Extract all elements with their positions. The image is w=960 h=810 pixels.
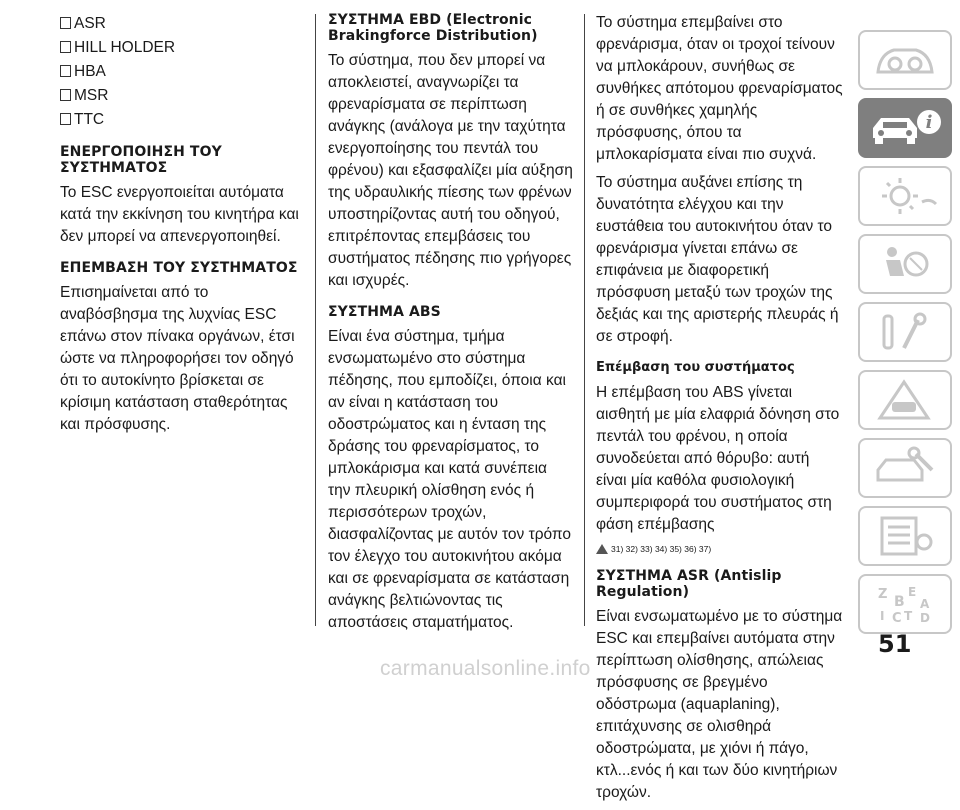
ebd-heading: ΣΥΣΤΗΜΑ EBD (Electronic Brakingforce Distribution) (328, 12, 538, 44)
abs-continued-text-1: Το σύστημα επεμβαίνει στο φρενάρισμα, όταν οι τροχοί τείνουν να μπλοκάρουν, συνήθως σε συνθήκες απότομου φρεναρίσματος ή σε συνθήκες χαμηλής πρόσφυσης, όπου τα μπλοκαρίσματα είναι πιο συχνά. (596, 14, 843, 163)
maintenance-icon (870, 446, 940, 490)
abs-intervention-text: Η επέμβαση του ABS γίνεται αισθητή με μία ελαφριά δόνηση στο πεντάλ του φρένου, η οποία συνοδεύεται από θόρυβο: αυτή είναι μία καθόλα φυσιολογική συμπεριφορά του συστήματος στη φάση επέμβασης (596, 384, 840, 533)
svg-text:T: T (904, 609, 913, 623)
svg-text:A: A (920, 597, 930, 611)
svg-text:C: C (892, 611, 902, 626)
checklist-item: MSR (60, 84, 300, 108)
checkbox-icon (60, 65, 71, 77)
activation-text: Το ESC ενεργοποιείται αυτόματα κατά την εκκίνηση του κινητήρα και δεν μπορεί να απενεργοποιηθεί. (60, 184, 299, 245)
tab-emergency[interactable] (858, 370, 952, 430)
asr-text: Είναι ενσωματωμένο με το σύστημα ESC και επεμβαίνει αυτόματα στην περίπτωση ολίσθησης, απώλειας πρόσφυσης σε βρεγμένο οδόστρωμα (aquaplaning), επιτάχυνσης σε ολισθηρά οδοστρώματα, με χιόνι ή πάγο, κτλ...ενός ή και των δύο κινητήριων τροχών. (596, 608, 843, 801)
intervention-heading: ΕΠΕΜΒΑΣΗ ΤΟΥ ΣΥΣΤΗΜΑΤΟΣ (60, 260, 298, 276)
intervention-text: Επισημαίνεται από το αναβόσβησμα της λυχνίας ESC επάνω στον πίνακα οργάνων, έτσι ώστε να πληροφορήσει τον οδηγό ότι το αυτοκίνητο βρίσκεται σε κρίσιμη κατάσταση σταθερότητας και πρόσφυσης. (60, 284, 295, 433)
column-right (596, 12, 844, 810)
car-info-icon (867, 106, 943, 150)
tab-specs[interactable] (858, 506, 952, 566)
svg-text:Z: Z (878, 587, 888, 602)
tab-maintenance[interactable] (858, 438, 952, 498)
checklist-item: HBA (60, 60, 300, 84)
activation-heading: ΕΝΕΡΓΟΠΟΙΗΣΗ ΤΟΥ ΣΥΣΤΗΜΑΤΟΣ (60, 144, 222, 176)
abs-text: Είναι ένα σύστημα, τμήμα ενσωματωμένο στο σύστημα πέδησης, που εμποδίζει, όποια και αν είναι η κατάσταση του οδοστρώματος και η ένταση της δράσης του φρεναρίσματος, το μπλοκάρισμα και κατά συνέπεια την πλευρική ολίσθηση ενός ή περισσότερων τροχών, διασφαλίζοντας με αυτόν τον τρόπο τον έλεγχο του αυτοκινήτου ακόμα και σε φρεναρίσματα σε κατάσταση ανάγκης βελτιώνοντας τις αποστάσεις σταματήματος. (328, 328, 572, 631)
column-divider (315, 14, 316, 626)
column-middle (328, 12, 573, 640)
svg-text:i: i (925, 112, 933, 133)
checklist-item: TTC (60, 108, 300, 132)
chapter-tabs (858, 30, 954, 642)
airbag-icon (870, 242, 940, 286)
tab-lights[interactable] (858, 166, 952, 226)
tab-airbag[interactable] (858, 234, 952, 294)
abs-heading: ΣΥΣΤΗΜΑ ABS (328, 304, 441, 320)
watermark: carmanualsonline.info (380, 657, 591, 680)
wrench-tools-icon (870, 310, 940, 354)
column-left (60, 12, 300, 442)
checkbox-icon (60, 17, 71, 29)
lights-icon (870, 174, 940, 218)
feature-checklist (60, 12, 300, 132)
svg-text:E: E (908, 585, 917, 599)
warning-car-icon (870, 378, 940, 422)
tab-index[interactable] (858, 574, 952, 634)
car-dashboard-icon (870, 40, 940, 80)
alphabet-index-icon (870, 582, 940, 626)
checkbox-icon (60, 41, 71, 53)
checklist-item: ASR (60, 12, 300, 36)
svg-text:D: D (920, 611, 930, 625)
abs-continued-text-2: Το σύστημα αυξάνει επίσης τη δυνατότητα ελέγχου και την ευστάθεια του αυτοκινήτου όταν το φρενάρισμα γίνεται επάνω σε επιφάνεια με διαφορετική πρόσφυση μεταξύ των τροχών της δεξιάς και της αριστερής πλευράς ή σε στροφή. (596, 174, 839, 345)
abs-intervention-heading: Επέμβαση του συστήματος (596, 360, 795, 375)
svg-text:I: I (880, 609, 885, 623)
asr-heading: ΣΥΣΤΗΜΑ ASR (Antislip Regulation) (596, 568, 782, 600)
specs-list-icon (870, 514, 940, 558)
svg-text:B: B (894, 594, 905, 610)
warning-triangle-icon (596, 544, 608, 554)
tab-safety[interactable] (858, 98, 952, 158)
checkbox-icon (60, 89, 71, 101)
warning-references: 31) 32) 33) 34) 35) 36) 37) (596, 542, 844, 556)
checkbox-icon (60, 113, 71, 125)
checklist-item: HILL HOLDER (60, 36, 300, 60)
ebd-text: Το σύστημα, που δεν μπορεί να αποκλειστεί, αναγνωρίζει τα φρεναρίσματα σε περίπτωση ανάγκης (ανάλογα με την ταχύτητα ενεργοποίησης του πεντάλ του φρένου) και εξασφαλίζει μία αύξηση της υδραυλικής πίεσης των φρένων υποστηρίζοντας αυτή του οδηγού, επιτρέποντας επεμβάσεις του συστήματος πέδησης πιο γρήγορες και ισχυρές. (328, 52, 573, 289)
column-divider (584, 14, 585, 626)
tab-tools[interactable] (858, 302, 952, 362)
page-number: 51 (878, 630, 912, 658)
tab-dashboard[interactable] (858, 30, 952, 90)
